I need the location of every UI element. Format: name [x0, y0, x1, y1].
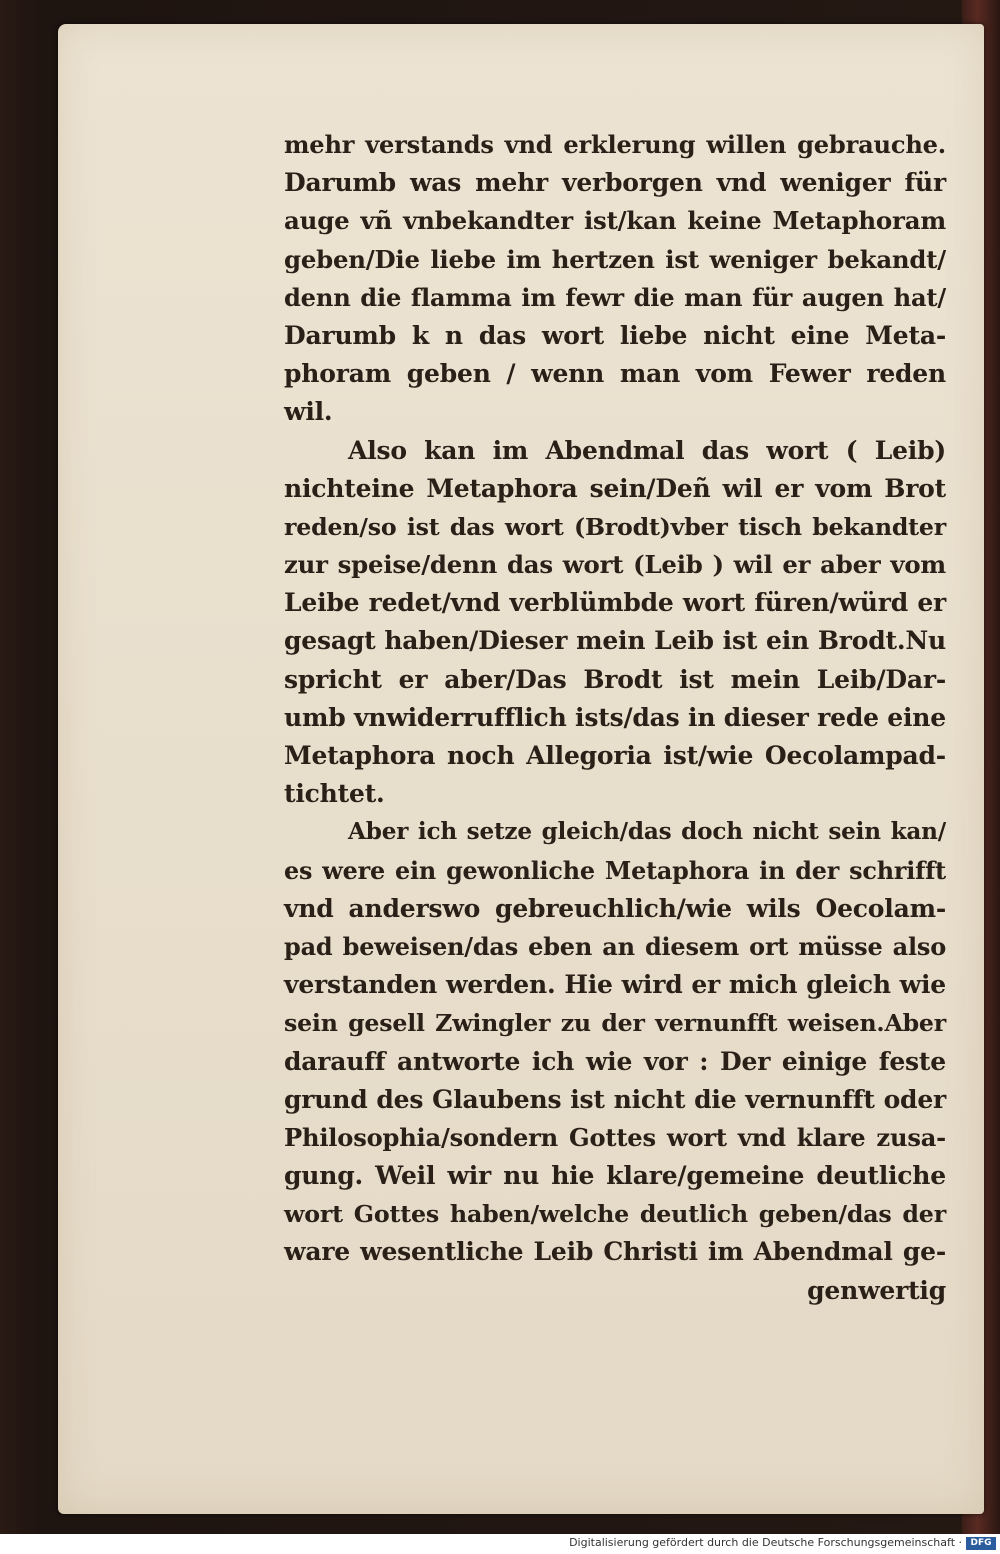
text-line-24: sein gesell Zwingler zu der vernunfft weisen.Aber	[284, 1009, 946, 1038]
text-line-17: Metaphora noch Allegoria ist/wie Oecolampad-	[284, 741, 946, 770]
text-line-12: zur speise/denn das wort (Leib ) wil er aber vom	[284, 550, 946, 580]
funding-credit: Digitalisierung gefördert durch die Deutsche Forschungsgemeinschaft ·	[569, 1536, 962, 1549]
text-line-18: tichtet.	[284, 779, 385, 809]
dfg-logo-icon: DFG	[966, 1537, 996, 1550]
text-line-1: mehr verstands vnd erklerung willen gebrauche.	[284, 130, 946, 159]
text-line-28: gung. Weil wir nu hie klare/gemeine deutliche	[284, 1161, 946, 1191]
text-line-8: wil.	[284, 397, 333, 427]
text-line-22: pad beweisen/das eben an diesem ort müsse also	[284, 931, 946, 961]
text-line-25: darauff antworte ich wie vor : Der einige feste	[284, 1046, 946, 1076]
text-line-14: gesagt haben/Dieser mein Leib ist ein Brodt.Nu	[284, 626, 946, 656]
text-line-11: reden/so ist das wort (Brodt)vber tisch bekandter	[284, 512, 946, 541]
text-line-4: geben/Die liebe im hertzen ist weniger bekandt/	[284, 244, 946, 274]
text-line-21: vnd anderswo gebreuchlich/wie wils Oecolam-	[284, 893, 946, 923]
text-line-9: Also kan im Abendmal das wort ( Leib)	[348, 435, 946, 465]
text-line-5: denn die flamma im fewr die man für augen hat/	[284, 282, 946, 312]
text-line-20: es were ein gewonliche Metaphora in der schrifft	[284, 856, 946, 885]
text-line-15: spricht er aber/Das Brodt ist mein Leib/Dar-	[284, 664, 946, 694]
text-line-13: Leibe redet/vnd verblümbde wort füren/würd er	[284, 588, 946, 618]
text-line-26: grund des Glaubens ist nicht die vernunfft oder	[284, 1084, 946, 1114]
text-line-29: wort Gottes haben/welche deutlich geben/das der	[284, 1200, 946, 1229]
text-line-19: Aber ich setze gleich/das doch nicht sein kan/	[348, 818, 946, 846]
catchword: genwertig	[807, 1275, 946, 1305]
text-line-7: phoram geben / wenn man vom Fewer reden	[284, 359, 946, 389]
text-line-23: verstanden werden. Hie wird er mich gleich wie	[284, 970, 946, 1000]
text-line-30: ware wesentliche Leib Christi im Abendmal ge-	[284, 1237, 946, 1267]
text-line-16: umb vnwiderrufflich ists/das in dieser rede eine	[284, 702, 946, 732]
text-line-6: Darumb k n das wort liebe nicht eine Meta-	[284, 320, 946, 350]
digitization-footer	[0, 1534, 1000, 1554]
page-text	[284, 126, 946, 1310]
text-line-27: Philosophia/sondern Gottes wort vnd klare zusa-	[284, 1122, 946, 1152]
text-line-10: nichteine Metaphora sein/Deñ wil er vom Brot	[284, 473, 946, 503]
text-line-2: Darumb was mehr verborgen vnd weniger für	[284, 168, 946, 198]
text-line-3: auge vñ vnbekandter ist/kan keine Metaphoram	[284, 206, 946, 236]
